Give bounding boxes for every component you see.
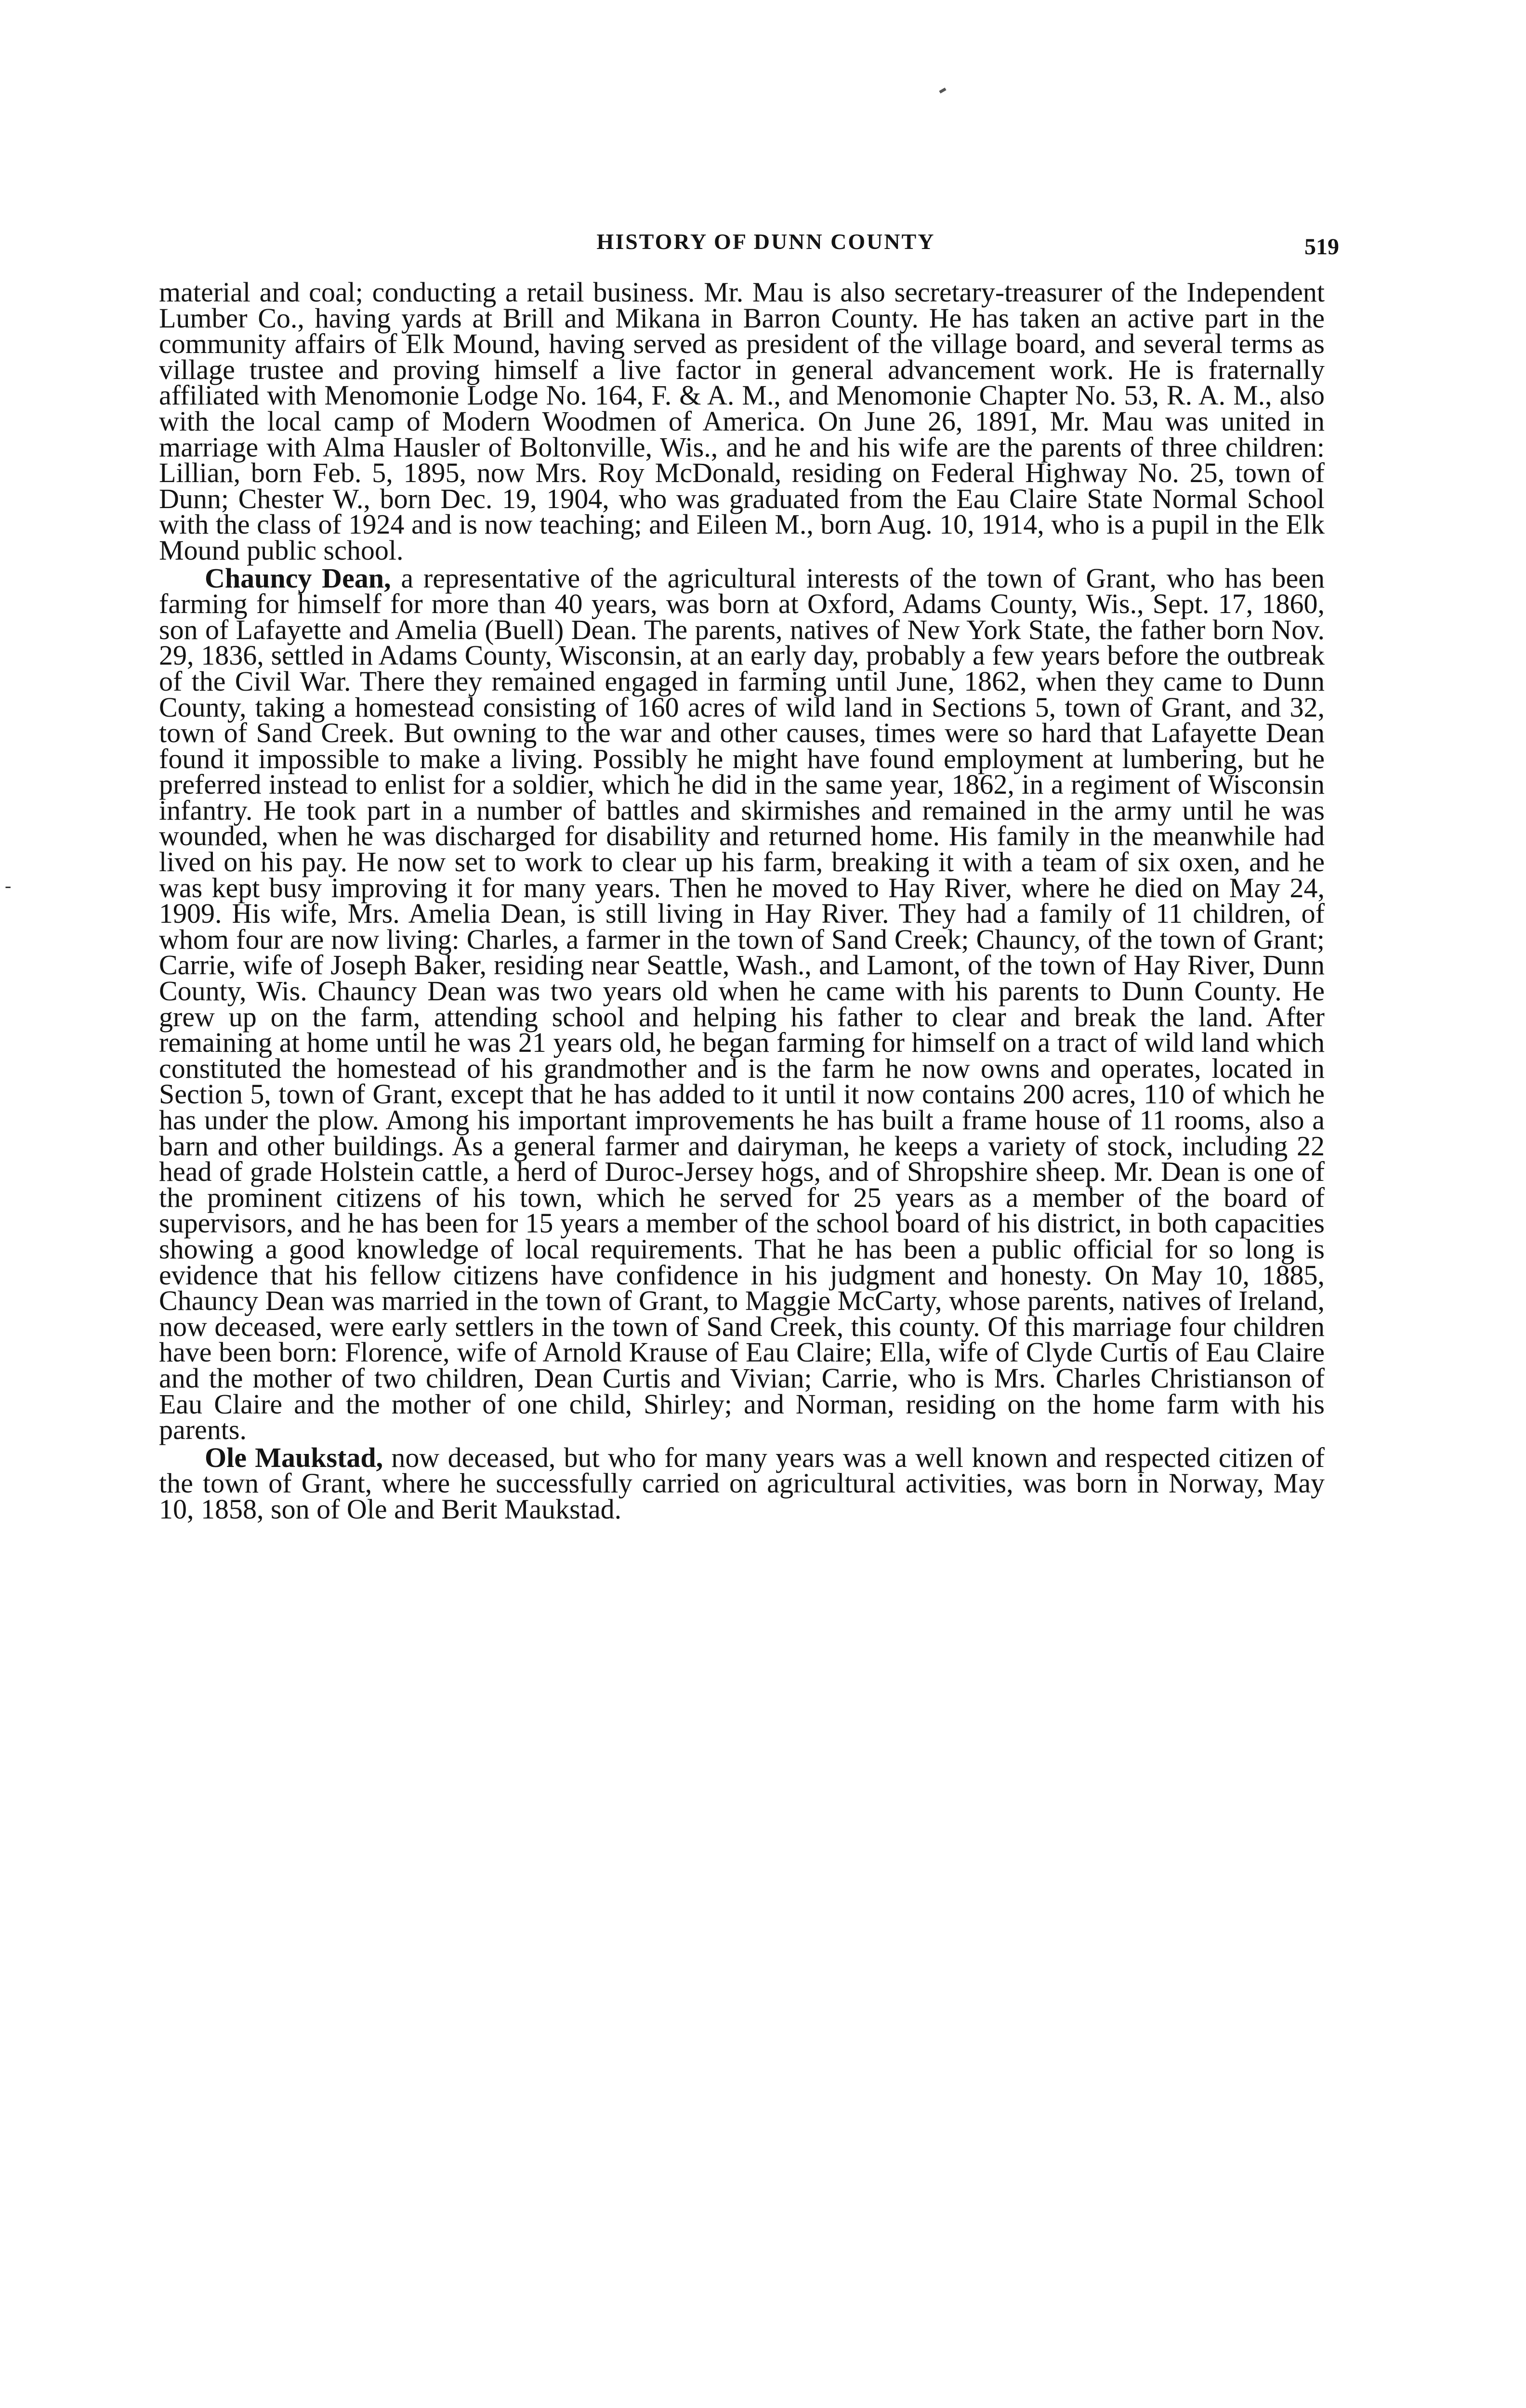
page-header xyxy=(193,229,1339,267)
margin-mark: - xyxy=(5,875,12,896)
subject-name: Chauncy Dean, xyxy=(205,562,391,594)
paragraph-text: a representative of the agricultural interests of the town of Grant, who has been farming for himself for more than 40 years, was born at Oxford, Adams County, Wis., Sept. 17, 1860, son of Lafayette and Amelia (Buell) Dean. The parents, natives of New York State, the father born Nov. 29, 1836, settled in Adams County, Wisconsin, at an early day, probably a few years before the outbreak of the Civil War. There they remained engaged in farming until June, 1862, when they came to Dunn County, taking a homestead consisting of 160 acres of wild land in Sections 5, town of Grant, and 32, town of Sand Creek. But owning to the war and other causes, times were so hard that Lafayette Dean found it impossible to make a living. Possibly he might have found employment at lumbering, but he preferred instead to enlist for a soldier, which he did in the same year, 1862, in a regiment of Wisconsin infantry. He took part in a number of battles and skirmishes and remained in the army until he was wounded, when he was discharged for disability and returned home. His family in the meanwhile had lived on his pay. He now set to work to clear up his farm, breaking it with a team of six oxen, and he was kept busy improving it for many years. Then he moved to Hay River, where he died on May 24, 1909. His wife, Mrs. Amelia Dean, is still living in Hay River. They had a family of 11 children, of whom four are now living: Charles, a farmer in the town of Sand Creek; Chauncy, of the town of Grant; Carrie, wife of Joseph Baker, residing near Seattle, Wash., and Lamont, of the town of Hay River, Dunn County, Wis. Chauncy Dean was two years old when he came with his parents to Dunn County. He grew up on the farm, attending school and helping his father to clear and break the land. After remaining at home until he was 21 years old, he began farming for himself on a tract of wild land which constituted the homestead of his grandmother and is the farm he now owns and operates, located in Section 5, town of Grant, except that he has added to it until it now contains 200 acres, 110 of which he has under the plow. Among his important improvements he has built a frame house of 11 rooms, also a barn and other buildings. As a general farmer and dairyman, he keeps a variety of stock, including 22 head of grade Holstein cattle, a herd of Duroc-Jersey hogs, and of Shropshire sheep. Mr. Dean is one of the prominent citizens of his town, which he served for 25 years as a member of the board of supervisors, and he has been for 15 years a member of the school board of his district, in both capacities showing a good knowledge of local requirements. That he has been a public official for so long is evidence that his fellow citizens have confidence in his judgment and honesty. On May 10, 1885, Chauncy Dean was married in the town of Grant, to Maggie McCarty, whose parents, natives of Ireland, now deceased, were early settlers in the town of Sand Creek, this county. Of this marriage four children have been born: Florence, wife of Arnold Krause of Eau Claire; Ella, wife of Clyde Curtis of Eau Claire and the mother of two children, Dean Curtis and Vivian; Carrie, who is Mrs. Charles Christianson of Eau Claire and the mother of one child, Shirley; and Norman, residing on the home farm with his parents. xyxy=(159,562,1325,1446)
paragraph-chauncy-dean xyxy=(159,562,1325,1446)
running-head: HISTORY OF DUNN COUNTY xyxy=(596,229,935,254)
paragraph-text: now deceased, but who for many years was a well known and respected citizen of the town of Grant, where he successfully carried on agricultural activities, was born in Norway, May 10, 1858, son of Ole and Berit Maukstad. xyxy=(159,1441,1325,1525)
paragraph-mau-continued xyxy=(159,276,1325,566)
paragraph-text: material and coal; conducting a retail business. Mr. Mau is also secretary-treasurer of the Independent Lumber Co., having yards at Brill and Mikana in Barron County. He has taken an active part in the community affairs of Elk Mound, having served as president of the village board, and several terms as village trustee and proving himself a live factor in general advancement work. He is fraternally affiliated with Menomonie Lodge No. 164, F. & A. M., and Menomonie Chapter No. 53, R. A. M., also with the local camp of Modern Woodmen of America. On June 26, 1891, Mr. Mau was united in marriage with Alma Hausler of Boltonville, Wis., and he and his wife are the parents of three children: Lillian, born Feb. 5, 1895, now Mrs. Roy McDonald, residing on Federal Highway No. 25, town of Dunn; Chester W., born Dec. 19, 1904, who was graduated from the Eau Claire State Normal School with the class of 1924 and is now teaching; and Eileen M., born Aug. 10, 1914, who is a pupil in the Elk Mound public school. xyxy=(159,276,1325,566)
paragraph-ole-maukstad xyxy=(159,1441,1325,1525)
scan-speck xyxy=(939,88,946,93)
body-text xyxy=(159,276,1325,1525)
page-number: 519 xyxy=(1304,234,1339,260)
subject-name: Ole Maukstad, xyxy=(205,1441,383,1473)
